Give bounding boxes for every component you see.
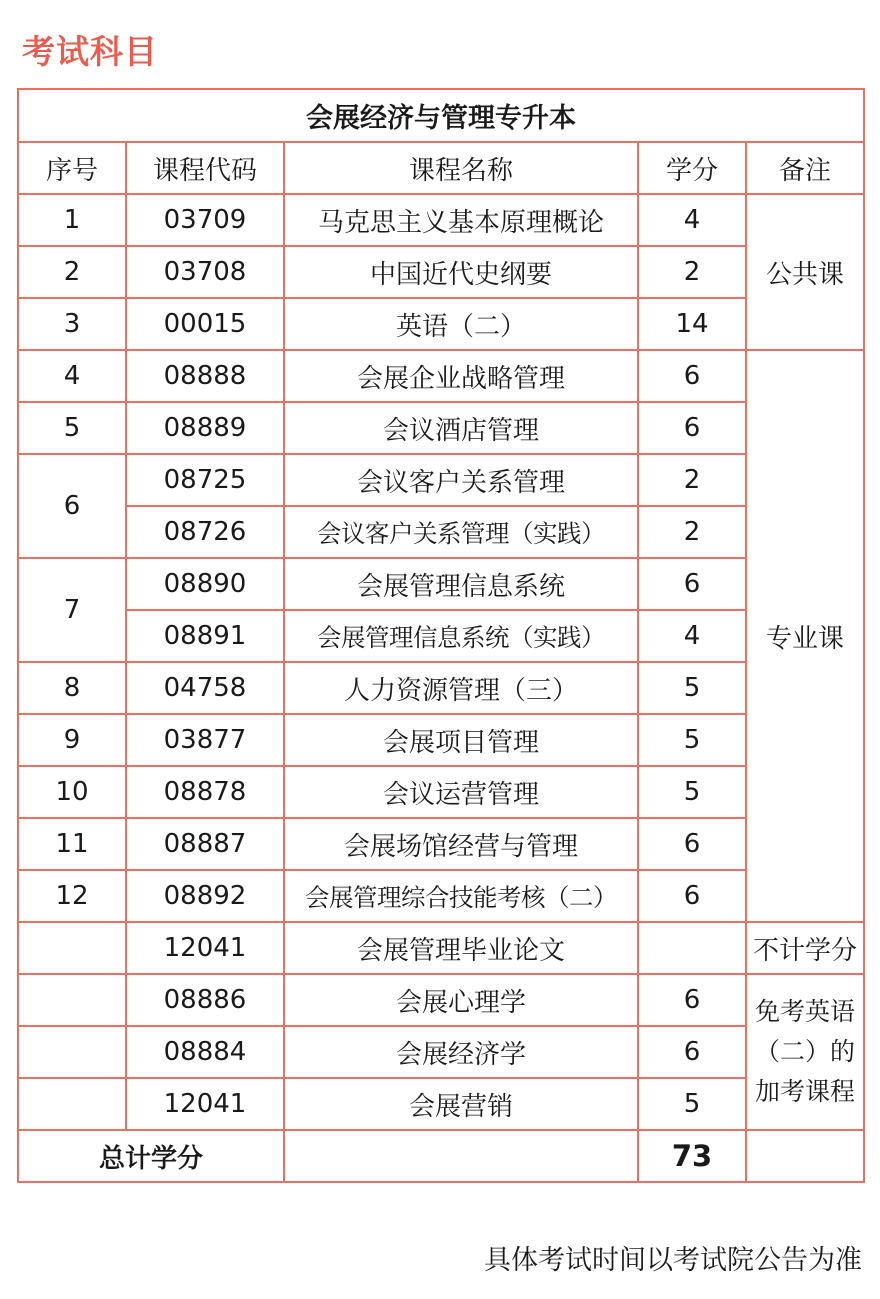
cell-credit: 6 [638,350,746,402]
table-row [18,194,864,246]
cell-name: 中国近代史纲要 [284,246,638,298]
cell-code: 00015 [126,298,284,350]
cell-credit: 2 [638,454,746,506]
cell-credit: 5 [638,1078,746,1130]
table-title: 会展经济与管理专升本 [18,89,864,142]
course-table [17,88,865,1183]
cell-seq [18,1026,126,1078]
cell-name: 会展管理综合技能考核（二） [284,870,638,922]
cell-code: 12041 [126,922,284,974]
table-row [18,610,864,662]
note-major: 专业课 [746,350,864,922]
cell-credit: 5 [638,766,746,818]
cell-code: 08884 [126,1026,284,1078]
cell-credit: 6 [638,818,746,870]
cell-seq: 8 [18,662,126,714]
cell-seq: 2 [18,246,126,298]
cell-seq: 4 [18,350,126,402]
cell-code: 03708 [126,246,284,298]
table-row [18,818,864,870]
cell-code: 12041 [126,1078,284,1130]
cell-code: 08725 [126,454,284,506]
cell-credit: 4 [638,194,746,246]
table-header-row [18,142,864,194]
table-row [18,870,864,922]
cell-credit: 6 [638,870,746,922]
table-row [18,922,864,974]
table-row [18,1026,864,1078]
cell-code: 04758 [126,662,284,714]
table-row [18,402,864,454]
header-seq: 序号 [18,142,126,194]
cell-name: 会议客户关系管理（实践） [284,506,638,558]
header-name: 课程名称 [284,142,638,194]
table-row [18,506,864,558]
table-row [18,974,864,1026]
cell-seq [18,1078,126,1130]
total-note-empty [746,1130,864,1182]
cell-seq: 1 [18,194,126,246]
header-note: 备注 [746,142,864,194]
cell-name: 会展心理学 [284,974,638,1026]
cell-name: 会展企业战略管理 [284,350,638,402]
cell-name: 会展经济学 [284,1026,638,1078]
footer-note: 具体考试时间以考试院公告为准 [484,1245,862,1276]
table-row [18,246,864,298]
cell-code: 08888 [126,350,284,402]
cell-name: 会展场馆经营与管理 [284,818,638,870]
table-title-row [18,89,864,142]
cell-seq: 5 [18,402,126,454]
cell-code: 08892 [126,870,284,922]
cell-credit: 14 [638,298,746,350]
cell-name: 会展营销 [284,1078,638,1130]
table-row [18,558,864,610]
total-value: 73 [638,1130,746,1182]
cell-credit: 2 [638,246,746,298]
table-row [18,350,864,402]
cell-name: 马克思主义基本原理概论 [284,194,638,246]
cell-seq: 9 [18,714,126,766]
cell-seq [18,974,126,1026]
cell-name: 会展管理信息系统 [284,558,638,610]
total-row [18,1130,864,1182]
cell-code: 08889 [126,402,284,454]
cell-seq: 7 [18,558,126,662]
cell-code: 08886 [126,974,284,1026]
cell-name: 英语（二） [284,298,638,350]
cell-name: 会展管理毕业论文 [284,922,638,974]
table-row [18,766,864,818]
cell-code: 03877 [126,714,284,766]
cell-seq: 10 [18,766,126,818]
total-label: 总计学分 [18,1130,284,1182]
cell-credit [638,922,746,974]
cell-code: 08891 [126,610,284,662]
cell-code: 08878 [126,766,284,818]
cell-code: 08890 [126,558,284,610]
cell-code: 08726 [126,506,284,558]
total-spacer [284,1130,638,1182]
cell-name: 会议运营管理 [284,766,638,818]
table-row [18,454,864,506]
cell-name: 会展项目管理 [284,714,638,766]
cell-credit: 5 [638,662,746,714]
header-credit: 学分 [638,142,746,194]
cell-credit: 4 [638,610,746,662]
cell-credit: 6 [638,402,746,454]
cell-seq [18,922,126,974]
cell-seq: 3 [18,298,126,350]
cell-name: 会展管理信息系统（实践） [284,610,638,662]
section-heading: 考试科目 [22,32,158,71]
cell-code: 03709 [126,194,284,246]
cell-credit: 6 [638,1026,746,1078]
cell-credit: 6 [638,558,746,610]
cell-credit: 5 [638,714,746,766]
table-row [18,298,864,350]
cell-seq: 12 [18,870,126,922]
table-row [18,662,864,714]
cell-name: 会议客户关系管理 [284,454,638,506]
note-no-credit: 不计学分 [746,922,864,974]
table-row [18,714,864,766]
cell-name: 人力资源管理（三） [284,662,638,714]
note-public: 公共课 [746,194,864,350]
cell-credit: 6 [638,974,746,1026]
cell-name: 会议酒店管理 [284,402,638,454]
header-code: 课程代码 [126,142,284,194]
table-row [18,1078,864,1130]
cell-code: 08887 [126,818,284,870]
note-extra: 免考英语（二）的加考课程 [746,974,864,1130]
cell-seq: 11 [18,818,126,870]
cell-credit: 2 [638,506,746,558]
cell-seq: 6 [18,454,126,558]
